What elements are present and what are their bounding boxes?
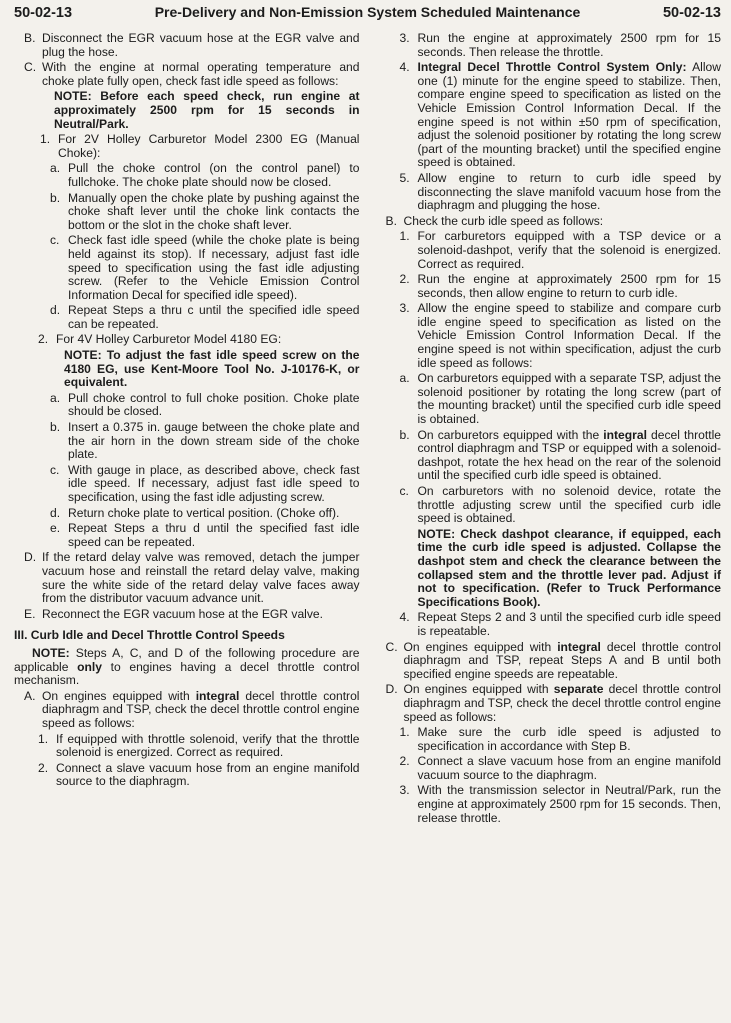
- left-column: [14, 32, 360, 827]
- step-iii-a-3: 3. Run the engine at approximately 2500 rpm for 15 seconds. Then release the throttle.: [399, 31, 721, 59]
- step-iii-b-3b: b. On carburetors equipped with the integral decel throttle control diaphragm and TSP or equipped with a solenoid-dashpot, rotate the hex head on the rear of the solenoid until the specified curb idle speed is obtained.: [399, 427, 722, 483]
- step-b: B. Disconnect the EGR vacuum hose at the EGR valve and plug the hose.: [24, 31, 360, 59]
- note-dashpot-clearance: NOTE: Check dashpot clearance, if equipped, each time the curb idle speed is adjusted. Collapse the dashpot stem and check the clearance between the collapsed stem and the throttle lever pad. Adjust if not to specification. (Refer to Truck Performance Specifications Book).: [417, 526, 721, 609]
- step-iii-c: C. On engines equipped with integral decel throttle control diaphragm and TSP, repeat Steps A and B until both specified engine speeds are repeatable.: [385, 639, 721, 681]
- step-iii-a-4: 4. Integral Decel Throttle Control System Only: Allow one (1) minute for the engine speed to stabilize. Then, compare engine speed to specification as listed on the Vehicle Emission Control Information Decal. If the engine speed is not within ±50 rpm of specification, adjust the solenoid positioner by rotating the long screw (part of the mounting bracket) until the specified engine speed is obtained.: [399, 60, 722, 170]
- step-d: D. If the retard delay valve was removed, detach the jumper vacuum hose and reinstall the retard delay valve, making sure the white side of the retard delay valve faces away from the distributor vacuum advance unit.: [24, 550, 360, 606]
- section-heading: III. Curb Idle and Decel Throttle Control Speeds: [14, 628, 285, 643]
- note-kent-moore-tool: NOTE: To adjust the fast idle speed screw on the 4180 EG, use Kent-Moore Tool No. J-10176-K, or equivalent.: [64, 348, 360, 390]
- step-c: C. With the engine at normal operating temperature and choke plate fully open, check fast idle speed as follows:: [24, 60, 360, 88]
- step-iii-a-2: 2. Connect a slave vacuum hose from an engine manifold source to the diaphragm.: [38, 760, 360, 789]
- right-column: [376, 32, 722, 827]
- step-iii-d-2: 2. Connect a slave vacuum hose from an engine manifold vacuum source to the diaphragm.: [399, 754, 721, 782]
- step-iii-d: D. On engines equipped with separate decel throttle control diaphragm and TSP, check the decel throttle control engine speed as follows:: [385, 682, 721, 724]
- step-c-1: 1. For 2V Holley Carburetor Model 2300 EG (Manual Choke):: [40, 132, 360, 160]
- step-c-2: 2. For 4V Holley Carburetor Model 4180 EG:: [38, 332, 282, 347]
- step-iii-b: B. Check the curb idle speed as follows:: [385, 213, 604, 228]
- step-e: E. Reconnect the EGR vacuum hose at the EGR valve.: [24, 606, 323, 621]
- two-column-body: [14, 32, 721, 827]
- step-c-2e: e. Repeat Steps a thru d until the specified fast idle speed can be repeated.: [50, 521, 360, 549]
- step-c-1b: b. Manually open the choke plate by pushing against the choke shaft lever until the choke link contacts the bottom or the slot in the choke shaft lever.: [50, 190, 360, 232]
- note-speed-check: NOTE: Before each speed check, run engine at approximately 2500 rpm for 15 seconds in Neutral/Park.: [54, 89, 360, 131]
- step-iii-b-4: 4. Repeat Steps 2 and 3 until the specified curb idle speed is repeatable.: [399, 610, 721, 638]
- step-c-2d: d. Return choke plate to vertical position. (Choke off).: [50, 505, 340, 520]
- step-c-2b: b. Insert a 0.375 in. gauge between the choke plate and the air horn in the down stream side of the choke plate.: [50, 420, 360, 462]
- step-iii-d-1: 1. Make sure the curb idle speed is adjusted to specification in accordance with Step B.: [399, 725, 721, 753]
- step-c-1a: a. Pull the choke control (on the control panel) to fullchoke. The choke plate should now be closed.: [50, 161, 360, 189]
- page-number-left: 50-02-13: [14, 5, 73, 21]
- page-title: Pre-Delivery and Non-Emission System Scheduled Maintenance: [154, 4, 581, 20]
- step-iii-b-3c: c. On carburetors with no solenoid device, rotate the throttle adjusting screw until the specified curb idle speed is obtained.: [399, 484, 721, 526]
- step-iii-b-3a: a. On carburetors equipped with a separate TSP, adjust the solenoid positioner by rotating the long screw (part of the mounting bracket) until the specified curb idle speed is obtained.: [399, 371, 721, 427]
- step-iii-a: A. On engines equipped with integral decel throttle control diaphragm and TSP, check the decel throttle control engine speed as follows:: [24, 688, 360, 730]
- step-c-1d: d. Repeat Steps a thru c until the specified idle speed can be repeated.: [50, 303, 360, 331]
- step-iii-a-5: 5. Allow engine to return to curb idle speed by disconnecting the slave manifold vacuum hose from the diaphragm and plugging the hose.: [399, 170, 721, 213]
- step-iii-b-1: 1. For carburetors equipped with a TSP device or a solenoid-dashpot, verify that the solenoid is energized. Correct as required.: [399, 229, 721, 271]
- step-iii-b-3: 3. Allow the engine speed to stabilize and compare curb idle engine speed to specification as listed on the Vehicle Emission Control Information Decal. If the engine speed is not within specification, adjust the curb idle speed as follows:: [399, 301, 721, 370]
- step-c-1c: c. Check fast idle speed (while the choke plate is being held against its stop). If necessary, adjust fast idle speed to specification using the fast idle adjusting screw. (Refer to the Vehicle Emission Control Information Decal for specified idle speed).: [50, 233, 360, 302]
- section-note: NOTE: Steps A, C, and D of the following procedure are applicable only to engines having a decel throttle control mechanism.: [14, 645, 360, 688]
- step-iii-d-3: 3. With the transmission selector in Neutral/Park, run the engine at approximately 2500 rpm for 15 seconds. Then, release throttle.: [399, 783, 721, 825]
- step-c-2a: a. Pull choke control to full choke position. Choke plate should be closed.: [50, 390, 360, 419]
- step-iii-b-2: 2. Run the engine at approximately 2500 rpm for 15 seconds, then allow engine to return to curb idle.: [399, 272, 721, 300]
- step-c-2c: c. With gauge in place, as described above, check fast idle speed. If necessary, adjust fast idle speed to specification, using the fast idle adjusting screw.: [50, 462, 360, 504]
- page-number-right: 50-02-13: [662, 5, 721, 21]
- step-iii-a-1: 1. If equipped with throttle solenoid, verify that the throttle solenoid is energized. Correct as required.: [38, 731, 360, 760]
- page-header: [14, 6, 721, 28]
